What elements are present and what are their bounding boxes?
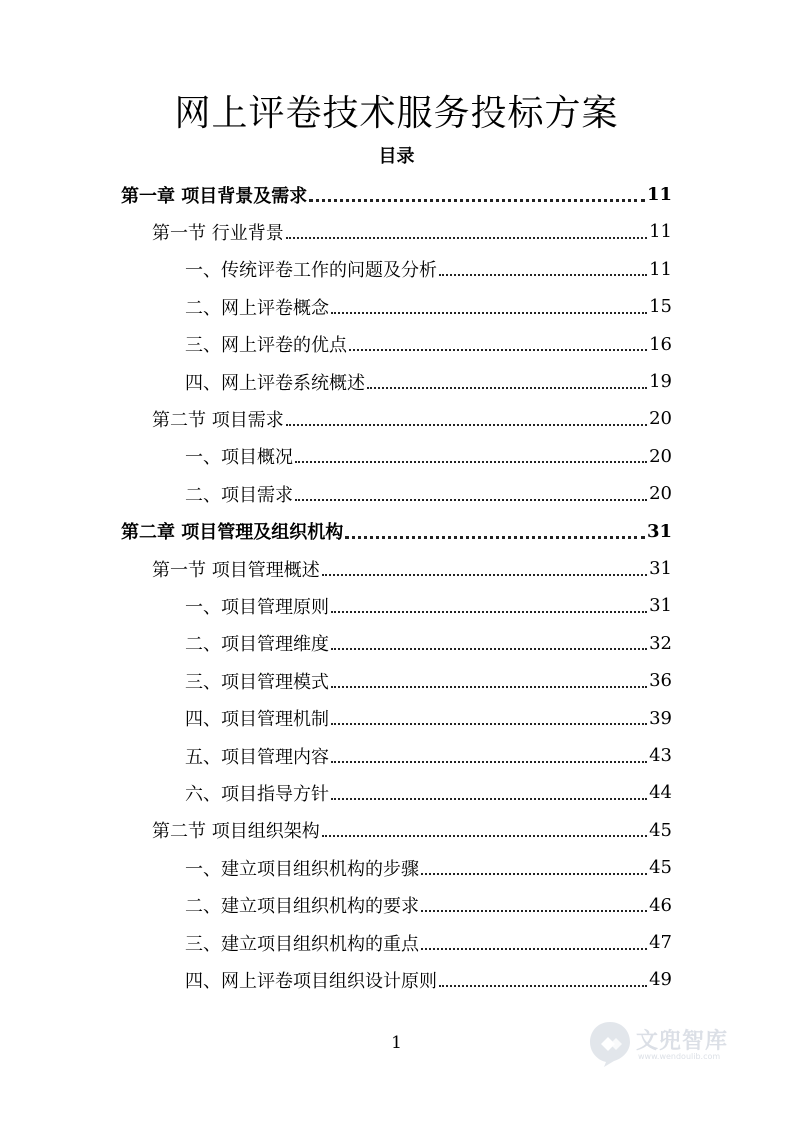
toc-entry-label: 第二节 项目组织架构 bbox=[152, 821, 320, 843]
toc-entry[interactable] bbox=[185, 774, 672, 811]
toc-entry[interactable] bbox=[185, 625, 672, 662]
toc-entry[interactable] bbox=[185, 662, 672, 699]
toc-dot-leader bbox=[295, 499, 647, 501]
toc-entry-label: 二、建立项目组织机构的要求 bbox=[185, 896, 419, 918]
toc-entry[interactable] bbox=[185, 961, 672, 998]
page-number: 1 bbox=[391, 1033, 402, 1053]
toc-entry[interactable] bbox=[185, 251, 672, 288]
toc-entry-page: 16 bbox=[649, 333, 672, 355]
toc-entry-label: 四、网上评卷项目组织设计原则 bbox=[185, 970, 437, 992]
toc-heading: 目录 bbox=[378, 146, 415, 167]
toc-dot-leader bbox=[295, 461, 647, 463]
toc-dot-leader bbox=[286, 424, 647, 426]
toc-entry[interactable] bbox=[121, 176, 672, 213]
toc-entry-page: 20 bbox=[649, 483, 672, 505]
toc-dot-leader bbox=[331, 686, 647, 688]
toc-dot-leader bbox=[331, 723, 647, 725]
toc-entry[interactable] bbox=[152, 812, 672, 849]
toc-entry-label: 三、网上评卷的优点 bbox=[185, 335, 347, 357]
toc-entry[interactable] bbox=[152, 213, 672, 250]
toc-entry[interactable] bbox=[185, 887, 672, 924]
toc-dot-leader bbox=[421, 910, 647, 912]
watermark bbox=[588, 1018, 758, 1076]
toc-entry-page: 31 bbox=[649, 595, 672, 617]
toc-entry-label: 二、项目需求 bbox=[185, 484, 293, 506]
toc-dot-leader bbox=[331, 611, 647, 613]
toc-dot-leader bbox=[322, 835, 647, 837]
toc-entry-page: 45 bbox=[649, 819, 672, 841]
toc-entry-label: 一、建立项目组织机构的步骤 bbox=[185, 858, 419, 880]
toc-entry-page: 36 bbox=[649, 670, 672, 692]
toc-dot-leader bbox=[331, 312, 647, 314]
toc-dot-leader bbox=[309, 199, 645, 202]
toc-entry[interactable] bbox=[185, 326, 672, 363]
toc-entry-label: 二、网上评卷概念 bbox=[185, 297, 329, 319]
toc-entry[interactable] bbox=[121, 513, 672, 550]
watermark-subtext: www.wendoulib.com bbox=[638, 1052, 721, 1061]
toc-entry[interactable] bbox=[185, 849, 672, 886]
wendou-logo-icon bbox=[588, 1020, 632, 1068]
toc-dot-leader bbox=[331, 798, 647, 800]
toc-entry-label: 第二节 项目需求 bbox=[152, 409, 284, 431]
toc-entry[interactable] bbox=[185, 475, 672, 512]
toc-entry-label: 第一节 项目管理概述 bbox=[152, 559, 320, 581]
toc-entry-label: 二、项目管理维度 bbox=[185, 634, 329, 656]
toc-entry-page: 39 bbox=[649, 707, 672, 729]
toc-entry-label: 第一节 行业背景 bbox=[152, 222, 284, 244]
toc-dot-leader bbox=[345, 536, 645, 539]
toc-entry[interactable] bbox=[185, 587, 672, 624]
toc-entry-page: 15 bbox=[649, 296, 672, 318]
toc-entry-label: 一、传统评卷工作的问题及分析 bbox=[185, 260, 437, 282]
toc-entry-page: 47 bbox=[649, 932, 672, 953]
toc-dot-leader bbox=[349, 349, 647, 351]
toc-entry[interactable] bbox=[185, 924, 672, 961]
toc-entry[interactable] bbox=[152, 400, 672, 437]
toc-entry-page: 44 bbox=[649, 782, 672, 804]
document-title: 网上评卷技术服务投标方案 bbox=[174, 93, 619, 134]
toc-entry-page: 32 bbox=[649, 632, 672, 654]
toc-dot-leader bbox=[331, 648, 647, 650]
toc-entry-page: 45 bbox=[649, 857, 672, 879]
toc-entry[interactable] bbox=[152, 550, 672, 587]
toc-entry-label: 第二章 项目管理及组织机构 bbox=[121, 522, 344, 544]
toc-entry-label: 三、建立项目组织机构的重点 bbox=[185, 933, 419, 955]
toc-entry-label: 四、网上评卷系统概述 bbox=[185, 372, 365, 394]
toc-entry-page: 11 bbox=[649, 221, 672, 243]
toc-entry-label: 第一章 项目背景及需求 bbox=[121, 185, 308, 207]
toc-entry[interactable] bbox=[185, 700, 672, 737]
toc-entry-page: 46 bbox=[649, 894, 672, 916]
toc-entry-page: 19 bbox=[649, 371, 672, 392]
toc-dot-leader bbox=[439, 274, 647, 276]
toc-dot-leader bbox=[322, 574, 647, 576]
toc-dot-leader bbox=[286, 237, 647, 239]
toc-dot-leader bbox=[439, 985, 647, 987]
toc-entry[interactable] bbox=[185, 438, 672, 475]
toc-dot-leader bbox=[367, 387, 647, 389]
toc-entry-label: 三、项目管理模式 bbox=[185, 671, 329, 693]
toc-entry-page: 43 bbox=[649, 745, 672, 766]
toc-dot-leader bbox=[421, 873, 647, 875]
toc-entry-page: 49 bbox=[649, 969, 672, 991]
watermark-text: 文兜智库 bbox=[636, 1029, 729, 1054]
toc-entry-page: 11 bbox=[646, 184, 672, 205]
toc-dot-leader bbox=[331, 761, 647, 763]
toc-entry[interactable] bbox=[185, 737, 672, 774]
toc-entry-label: 六、项目指导方针 bbox=[185, 783, 329, 805]
toc-entry-label: 一、项目概况 bbox=[185, 447, 293, 469]
toc-entry-page: 31 bbox=[646, 520, 672, 542]
toc-entry-page: 11 bbox=[649, 258, 672, 280]
toc-entry[interactable] bbox=[185, 363, 672, 400]
toc-entry-page: 31 bbox=[649, 558, 672, 579]
toc-dot-leader bbox=[421, 948, 647, 950]
toc-entry[interactable] bbox=[185, 288, 672, 325]
toc-entry-label: 五、项目管理内容 bbox=[185, 746, 329, 768]
toc-entry-page: 20 bbox=[649, 445, 672, 467]
toc-entry-label: 四、项目管理机制 bbox=[185, 709, 329, 731]
toc-entry-label: 一、项目管理原则 bbox=[185, 596, 329, 618]
table-of-contents bbox=[0, 176, 793, 996]
toc-entry-page: 20 bbox=[649, 408, 672, 430]
